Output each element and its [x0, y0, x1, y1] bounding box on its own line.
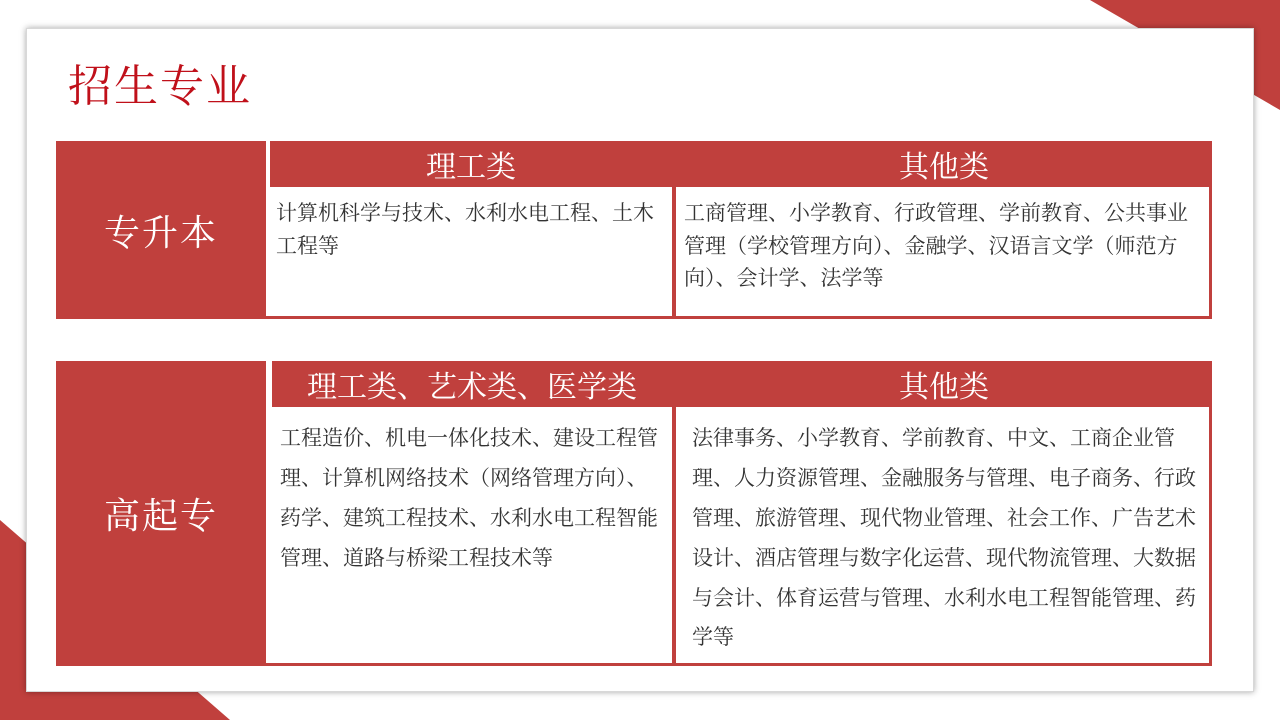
section-vocational	[56, 361, 1212, 666]
column-divider	[672, 141, 676, 319]
col1-header: 理工类	[270, 141, 672, 187]
col2-header: 其他类	[676, 141, 1212, 187]
col2-content: 法律事务、小学教育、学前教育、中文、工商企业管理、人力资源管理、金融服务与管理、电子商务、行政管理、旅游管理、现代物业管理、社会工作、广告艺术设计、酒店管理与数字化运营、现代物流管理、大数据与会计、体育运营与管理、水利水电工程智能管理、药学等	[692, 426, 1196, 650]
right-border	[1209, 141, 1212, 319]
section-label: 专升本	[56, 141, 266, 319]
col1-content: 计算机科学与技术、水利水电工程、土木工程等	[276, 201, 654, 258]
bottom-border	[266, 316, 1212, 319]
page-title: 招生专业	[68, 61, 252, 112]
col1-header: 理工类、艺术类、医学类	[272, 361, 672, 407]
col2-content: 工商管理、小学教育、行政管理、学前教育、公共事业管理（学校管理方向）、金融学、汉语言文学（师范方向）、会计学、法学等	[684, 201, 1188, 291]
bottom-border	[266, 663, 1212, 666]
col2-header: 其他类	[676, 361, 1212, 407]
col1-content: 工程造价、机电一体化技术、建设工程管理、计算机网络技术（网络管理方向）、药学、建筑工程技术、水利水电工程智能管理、道路与桥梁工程技术等	[280, 426, 658, 570]
column-divider	[672, 361, 676, 666]
section-upgrade	[56, 141, 1212, 319]
section-label: 高起专	[56, 361, 266, 666]
